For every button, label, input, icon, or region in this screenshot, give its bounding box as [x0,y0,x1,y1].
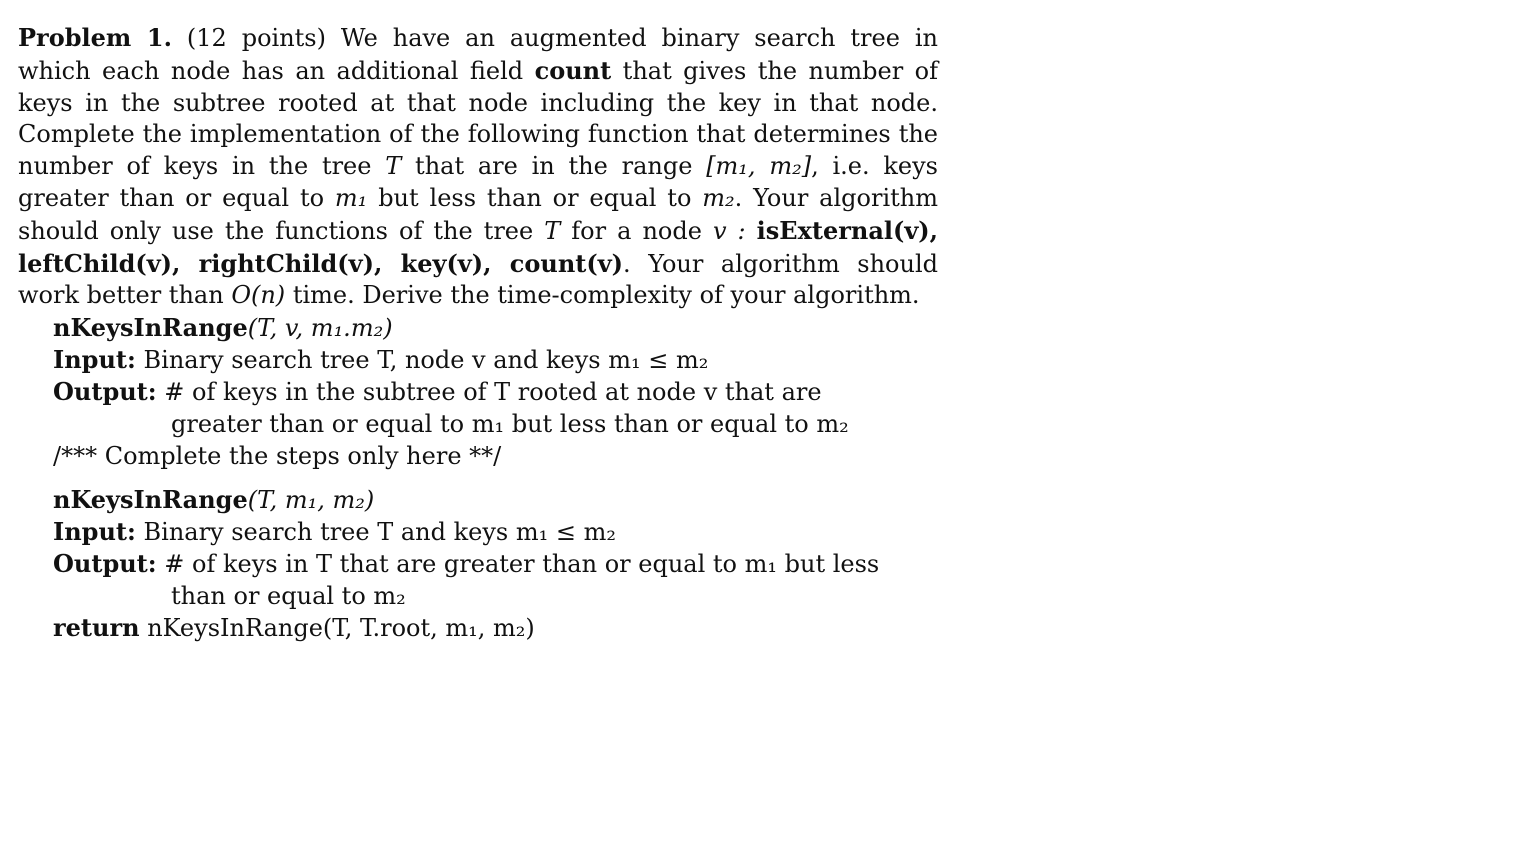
algo1-input-label: Input: [53,345,136,375]
algo2-input-label: Input: [53,517,136,547]
algo2-signature [53,484,938,516]
spacer [53,472,938,484]
algo1-output-line1: # of keys in the subtree of T rooted at node v that are [164,378,822,407]
algo2-output-label: Output: [53,549,157,579]
return-expression: nKeysInRange(T, T.root, m₁, m₂) [147,614,535,643]
algo1-output [53,376,938,408]
tree-symbol-2: T [544,216,561,245]
algo1-input [53,344,938,376]
node-symbol: v : [712,216,746,245]
m1-symbol: m₁ [334,183,368,212]
algo2-input-text: Binary search tree T and keys m₁ ≤ m₂ [143,518,616,547]
algo2-name: nKeysInRange [53,485,248,515]
m2-symbol: m₂ [702,183,735,212]
document-page [18,22,938,644]
algo2-input [53,516,938,548]
problem-heading: Problem 1. [18,23,172,52]
algo1-output-label: Output: [53,377,157,407]
problem-points: (12 points) [186,24,326,52]
algo1-comment: /*** Complete the steps only here **/ [53,442,502,471]
problem-text-8: . Your algorithm should work better than [18,249,938,310]
algorithm-helper [53,312,938,644]
problem-text-6: . Your algorithm should only use the functions of the tree [18,183,938,245]
algo2-output-line1: # of keys in T that are greater than or equal to m₁ but less [164,550,880,579]
problem-text-9: time. Derive the time-complexity of your algorithm. [292,281,920,310]
algo1-params: (T, v, m₁.m₂) [247,314,393,343]
algo1-output-continuation: greater than or equal to m₁ but less than or equal to m₂ [171,410,849,439]
complexity-bound: O(n) [231,281,286,310]
return-keyword: return [53,613,140,643]
algo2-return [53,612,938,644]
algo1-input-text: Binary search tree T, node v and keys m₁ ≤ m₂ [143,346,709,375]
range-expression: [m₁, m₂] [706,152,812,181]
problem-text-1: We have an augmented binary search tree in which each node has an additional field [18,24,938,85]
problem-text-4: , i.e. keys greater than or equal to [18,152,938,212]
problem-text-7: for a node [571,216,702,245]
algo1-signature [53,312,938,344]
problem-text-3: that are in the range [415,152,693,181]
algo1-name: nKeysInRange [53,313,248,343]
algo2-output [53,548,938,580]
tree-symbol: T [385,152,402,181]
functions-list: isExternal(v), leftChild(v), rightChild(v), key(v), count(v) [18,215,939,278]
algo2-output-continuation: than or equal to m₂ [171,582,406,611]
problem-statement [18,22,938,312]
field-name: count [534,55,612,85]
problem-text-2: that gives the number of keys in the subtree rooted at that node including the key in that node. Complete the implementation of the following function that determines the number of keys in the tree [18,56,938,181]
problem-text-5: but less than or equal to [378,183,692,212]
algo2-params: (T, m₁, m₂) [247,486,375,515]
